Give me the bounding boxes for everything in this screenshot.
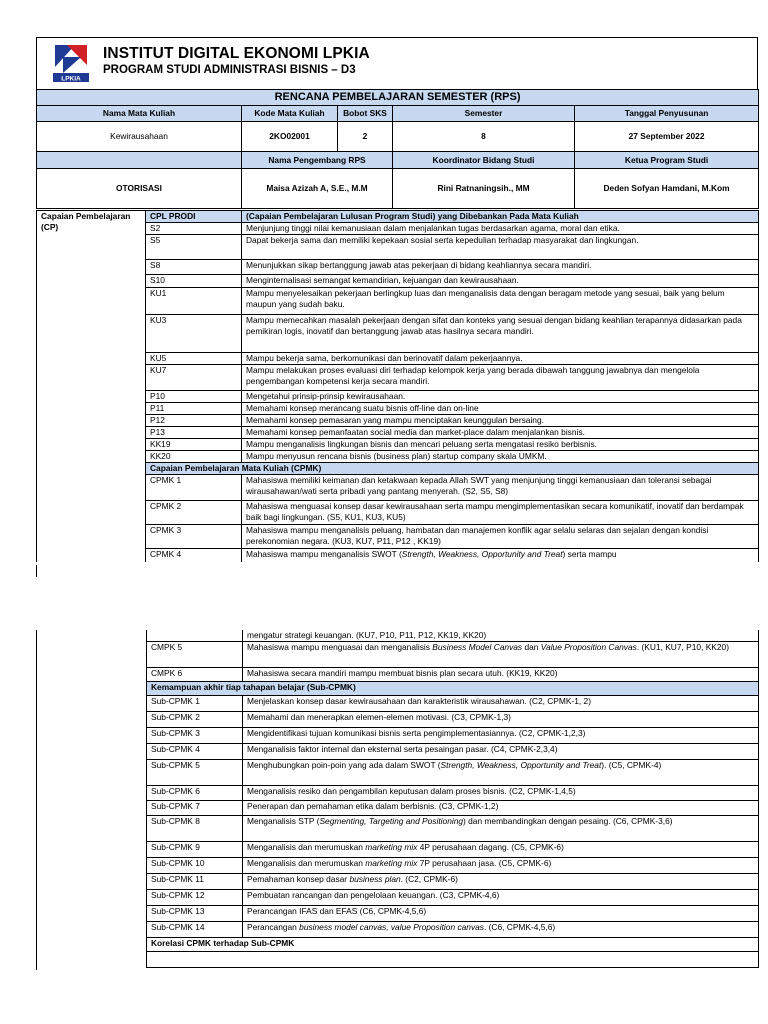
cpmk-code: CPMK 2 <box>146 501 242 525</box>
cpl-code: KK19 <box>146 439 242 451</box>
cpmk-text: Mahasiswa menguasai konsep dasar kewirausahaan serta mampu mengimplementasikan secara komunikatif, inovatif dan berdampak baik bagi lingkungan. (S5, KU1, KU3, KU5) <box>242 501 759 525</box>
sub-cpmk-code: Sub-CPMK 11 <box>147 874 243 890</box>
sub-cpmk-text: Menghubungkan poin-poin yang ada dalam SWOT (Strength, Weakness, Opportunity and Treat). (C5, CPMK-4) <box>243 760 759 786</box>
pengembang-name: Maisa Azizah A, S.E., M.M <box>242 169 393 209</box>
cpl-text: Memahami konsep pemasaran yang mampu menciptakan keunggulan bersaing. <box>242 415 759 427</box>
sub-cpmk-code: Sub-CPMK 2 <box>147 712 243 728</box>
sub-cpmk-code: Sub-CPMK 13 <box>147 906 243 922</box>
cpl-code: KU1 <box>146 288 242 315</box>
col-kaprodi: Ketua Program Studi <box>575 152 759 169</box>
cpl-code: P12 <box>146 415 242 427</box>
program-name: PROGRAM STUDI ADMINISTRASI BISNIS – D3 <box>103 64 356 76</box>
cpmk-cont-text: mengatur strategi keuangan. (KU7, P10, P11, P12, KK19, KK20) <box>243 630 759 642</box>
cpl-code: S2 <box>146 223 242 235</box>
sub-cpmk-code: Sub-CPMK 6 <box>147 786 243 801</box>
sub-cpmk-code: Sub-CPMK 9 <box>147 842 243 858</box>
cpmk-code: CPMK 1 <box>146 475 242 501</box>
cpl-code: KU5 <box>146 353 242 365</box>
sub-cpmk-code: Sub-CPMK 1 <box>147 696 243 712</box>
cpl-code: KU7 <box>146 365 242 391</box>
sub-cpmk-text: Menganalisis STP (Segmenting, Targeting and Positioning) dan membandingkan dengan pesaing. (C6, CPMK-3,6) <box>243 816 759 842</box>
cpl-prodi-title: (Capaian Pembelajaran Lulusan Program Studi) yang Dibebankan Pada Mata Kuliah <box>242 211 759 223</box>
cpl-code: S5 <box>146 235 242 260</box>
value-bobot-sks: 2 <box>338 122 393 152</box>
rps-table <box>36 89 759 209</box>
sub-cpmk-text: Penerapan dan pemahaman etika dalam berbisnis. (C3, CPMK-1,2) <box>243 801 759 816</box>
cpl-text: Mampu memecahkan masalah pekerjaan dengan sifat dan konteks yang sesuai dengan bidang keahlian terapannya didasarkan pada pemikiran logis, inovatif dan bertanggung jawab atas hasilnya secara mandiri. <box>242 315 759 353</box>
cpl-code: KU3 <box>146 315 242 353</box>
sub-cpmk-code: Sub-CPMK 14 <box>147 922 243 938</box>
cpmk-cont-code <box>147 630 243 642</box>
sub-cpmk-code: Sub-CPMK 12 <box>147 890 243 906</box>
cp-label: Capaian Pembelajaran (CP) <box>37 211 146 562</box>
cmpk-text: Mahasiswa secara mandiri mampu membuat bisnis plan secara utuh. (KK19, KK20) <box>243 668 759 682</box>
cpl-text: Mampu melakukan proses evaluasi diri terhadap kelompok kerja yang berada dibawah tanggung jawabnya dan mengelola pengembangan kompetensi kerja secara mandiri. <box>242 365 759 391</box>
sub-cpmk-text: Pembuatan rancangan dan pengelolaan keuangan. (C3, CPMK-4,6) <box>243 890 759 906</box>
svg-text:LPKIA: LPKIA <box>61 75 81 83</box>
cpl-text: Mengetahui prinsip-prinsip kewirausahaan. <box>242 391 759 403</box>
rps-title: RENCANA PEMBELAJARAN SEMESTER (RPS) <box>37 90 759 106</box>
value-nama-mk: Kewirausahaan <box>37 122 242 152</box>
cpmk-code: CPMK 4 <box>146 549 242 562</box>
koordinator-name: Rini Ratnaningsih., MM <box>393 169 575 209</box>
col-kode-mk: Kode Mata Kuliah <box>242 106 338 122</box>
col-pengembang: Nama Pengembang RPS <box>242 152 393 169</box>
otorisasi-label: OTORISASI <box>37 169 242 209</box>
value-kode-mk: 2KO02001 <box>242 122 338 152</box>
sub-cpmk-text: Menganalisis dan merumuskan marketing mix 7P perusahaan jasa. (C5, CPMK-6) <box>243 858 759 874</box>
cpl-text: Mampu menyusun rencana bisnis (business plan) startup company skala UMKM. <box>242 451 759 463</box>
cpl-prodi-code: CPL PRODI <box>146 211 242 223</box>
sub-cpmk-code: Sub-CPMK 10 <box>147 858 243 874</box>
cpmk-text: Mahasiswa mampu menganalisis peluang, hambatan dan manajemen konflik agar selalu selaras dan sejalan dengan kondisi perekonomian negara. (KU3, KU7, P11, P12 , KK19) <box>242 525 759 549</box>
cpmk-text: Mahasiswa mampu menganalisis SWOT (Strength, Weakness, Opportunity and Treat) serta mampu <box>242 549 759 562</box>
value-tanggal: 27 September 2022 <box>575 122 759 152</box>
cpmk-code: CPMK 3 <box>146 525 242 549</box>
cmpk-text: Mahasiswa mampu menguasai dan menganalisis Business Model Canvas dan Value Proposition Canvas. (KU1, KU7, P10, KK20) <box>243 642 759 668</box>
cpl-text: Memahami konsep pemanfaatan social media dan market-place dalam menjalankan bisnis. <box>242 427 759 439</box>
document-header <box>36 37 758 89</box>
col-bobot-sks: Bobot SKS <box>338 106 393 122</box>
sub-cpmk-text: Menganalisis faktor internal dan eksternal serta pesaingan pasar. (C4, CPMK-2,3,4) <box>243 744 759 760</box>
page2-left-border <box>36 630 37 970</box>
cpl-text: Menunjukkan sikap bertanggung jawab atas pekerjaan di bidang keahliannya secara mandiri. <box>242 260 759 275</box>
cpl-text: Mampu bekerja sama, berkomunikasi dan berinovatif dalam pekerjaannya. <box>242 353 759 365</box>
col-semester: Semester <box>393 106 575 122</box>
cpl-text: Memahami konsep merancang suatu bisnis off-line dan on-line <box>242 403 759 415</box>
cpmk-section-title: Capaian Pembelajaran Mata Kuliah (CPMK) <box>146 463 759 475</box>
cp-table <box>36 210 759 562</box>
cpl-code: P13 <box>146 427 242 439</box>
sub-cpmk-text: Memahami dan menerapkan elemen-elemen motivasi. (C3, CPMK-1,3) <box>243 712 759 728</box>
kaprodi-name: Deden Sofyan Hamdani, M.Kom <box>575 169 759 209</box>
sub-cpmk-text: Pemahaman konsep dasar business plan. (C2, CPMK-6) <box>243 874 759 890</box>
auth-blank <box>37 152 242 169</box>
cpl-text: Menginternalisasi semangat kemandirian, kejuangan dan kewirausahaan. <box>242 275 759 288</box>
cpl-text: Menjunjung tinggi nilai kemanusiaan dalam menjalankan tugas berdasarkan agama, moral dan etika. <box>242 223 759 235</box>
sub-cpmk-text: Perancangan IFAS dan EFAS (C6, CPMK-4,5,6) <box>243 906 759 922</box>
sub-cpmk-table <box>146 630 759 968</box>
col-tanggal: Tanggal Penyusunan <box>575 106 759 122</box>
sub-cpmk-text: Menjelaskan konsep dasar kewirausahaan dan karakteristik wirausahawan. (C2, CPMK-1, 2) <box>243 696 759 712</box>
page1-left-border <box>36 565 37 577</box>
sub-cpmk-code: Sub-CPMK 3 <box>147 728 243 744</box>
cpl-code: KK20 <box>146 451 242 463</box>
cpl-code: S10 <box>146 275 242 288</box>
col-nama-mk: Nama Mata Kuliah <box>37 106 242 122</box>
cpmk-text: Mahasiswa memiliki keimanan dan ketakwaan kepada Allah SWT yang menjunjung tinggi kemanusiaan dan toleransi sebagai wirausahawan/wati serta pribadi yang pantang menyerah. (S2, S5, S8) <box>242 475 759 501</box>
value-semester: 8 <box>393 122 575 152</box>
sub-cpmk-text: Mengidentifikasi tujuan komunikasi bisnis serta pengimplementasiannya. (C2, CPMK-1,2,3) <box>243 728 759 744</box>
sub-cpmk-code: Sub-CPMK 8 <box>147 816 243 842</box>
lpkia-logo-icon <box>53 43 89 83</box>
cpl-text: Dapat bekerja sama dan memiliki kepekaan sosial serta kepedulian terhadap masyarakat dan lingkungan. <box>242 235 759 260</box>
sub-cpmk-section-title: Kemampuan akhir tiap tahapan belajar (Sub-CPMK) <box>147 682 759 696</box>
cpl-code: P11 <box>146 403 242 415</box>
cmpk-code: CMPK 5 <box>147 642 243 668</box>
cpl-text: Mampu menganalisis lingkungan bisnis dan mencari peluang serta mengatasi resiko berbisnis. <box>242 439 759 451</box>
sub-cpmk-text: Perancangan business model canvas, value Proposition canvas. (C6, CPMK-4,5,6) <box>243 922 759 938</box>
cpl-code: S8 <box>146 260 242 275</box>
korelasi-title: Korelasi CPMK terhadap Sub-CPMK <box>147 938 759 952</box>
sub-cpmk-text: Menganalisis resiko dan pengambilan keputusan dalam proses bisnis. (C2, CPMK-1,4,5) <box>243 786 759 801</box>
sub-cpmk-code: Sub-CPMK 4 <box>147 744 243 760</box>
korelasi-blank-row <box>147 952 759 968</box>
institution-name: INSTITUT DIGITAL EKONOMI LPKIA <box>103 45 370 62</box>
col-koordinator: Koordinator Bidang Studi <box>393 152 575 169</box>
cpl-code: P10 <box>146 391 242 403</box>
sub-cpmk-code: Sub-CPMK 7 <box>147 801 243 816</box>
sub-cpmk-text: Menganalisis dan merumuskan marketing mix 4P perusahaan dagang. (C5, CPMK-6) <box>243 842 759 858</box>
cpl-text: Mampu menyelesaikan pekerjaan berlingkup luas dan menganalisis data dengan beragam metode yang sesuai, baik yang belum maupun yang sudah baku. <box>242 288 759 315</box>
sub-cpmk-code: Sub-CPMK 5 <box>147 760 243 786</box>
cmpk-code: CMPK 6 <box>147 668 243 682</box>
